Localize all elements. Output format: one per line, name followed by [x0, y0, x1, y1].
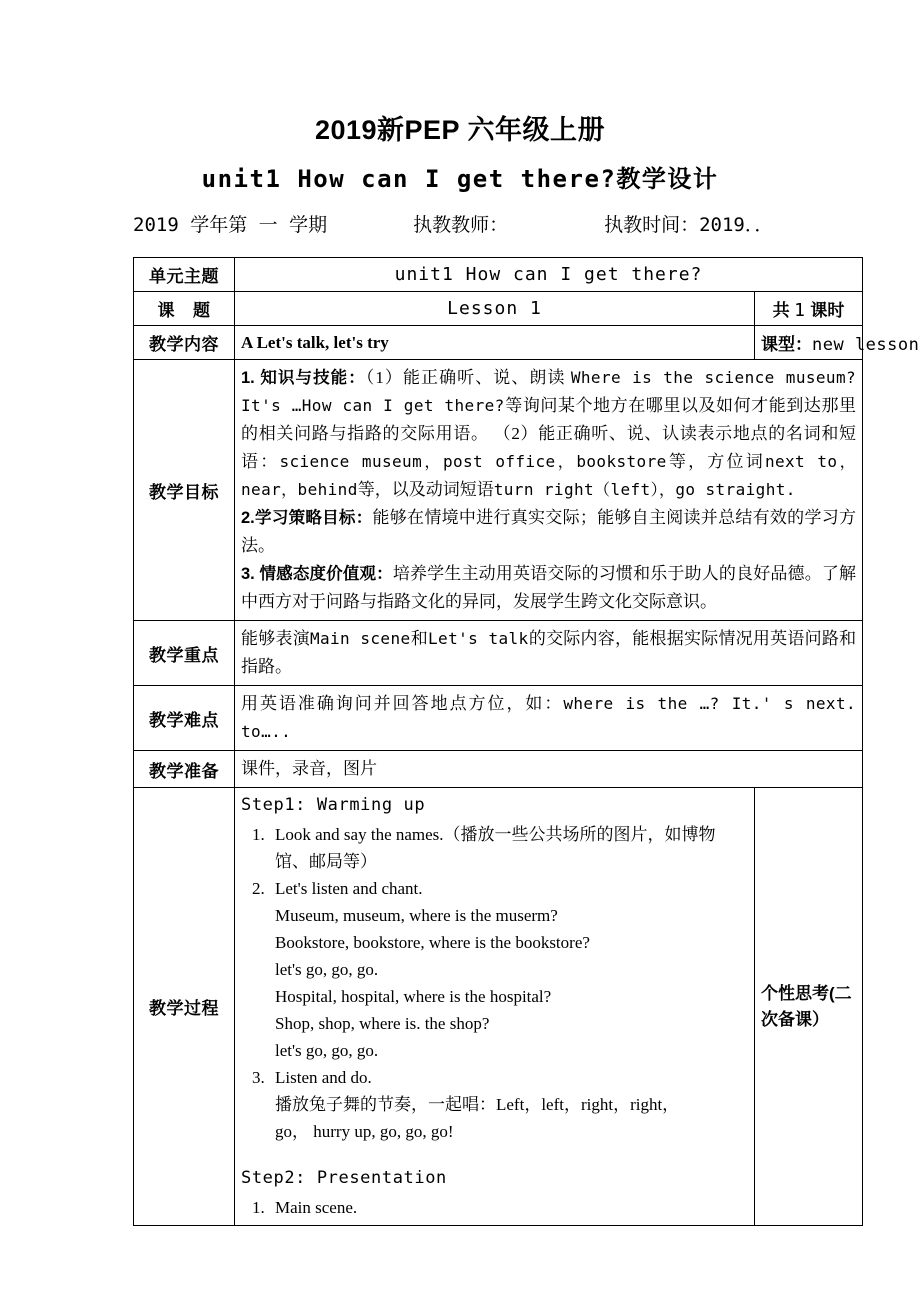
objective-item-1 — [241, 364, 856, 504]
cell-content-value: A Let's talk, let's try — [235, 326, 755, 360]
table-row-topic — [134, 292, 863, 326]
cell-unit-theme-value: unit1 How can I get there? — [235, 258, 863, 292]
term-label: 2019 学年第 一 学期 — [133, 214, 328, 236]
objective-1-en-b: science museum，post office，bookstore — [279, 452, 667, 471]
chant-line: 播放兔子舞的节奏，一起唱：Left，left，right，right， — [275, 1095, 680, 1114]
difficult-points-a: 用英语准确询问并回答地点方位，如： — [241, 694, 564, 713]
objective-3-head: 3. 情感态度价值观： — [241, 565, 393, 583]
table-row-content — [134, 326, 863, 360]
key-points-b: 和 — [410, 629, 429, 648]
step1-item-list — [241, 821, 748, 1145]
cell-preparation: 课件，录音，图片 — [235, 751, 863, 788]
row-label-unit-theme: 单元主题 — [134, 258, 235, 292]
table-row-unit-theme — [134, 258, 863, 292]
chant-line: let's go, go, go. — [275, 1041, 379, 1060]
step2-item-1-text: Main scene. — [275, 1198, 358, 1217]
list-item — [269, 1064, 748, 1145]
list-item — [269, 875, 748, 1064]
subheader-row — [133, 212, 873, 238]
row-label-key-points: 教学重点 — [134, 621, 235, 686]
date-label: 执教时间：2019．． — [604, 214, 774, 236]
row-label-preparation: 教学准备 — [134, 751, 235, 788]
difficult-points-en-a: where is the …? It.' s next. — [563, 694, 857, 713]
objective-1-body-a: （1）能正确听、说、朗读 — [365, 368, 566, 387]
row-label-process: 教学过程 — [134, 788, 235, 1226]
step2-item-list — [241, 1194, 748, 1221]
cell-key-points — [235, 621, 863, 686]
row-label-topic-a: 课 — [157, 301, 175, 320]
step1-item-1-text: Look and say the names.（播放一些公共场所的图片，如博物馆、邮局等） — [275, 825, 716, 871]
cell-process — [235, 788, 755, 1226]
key-points-paragraph — [241, 625, 856, 681]
step1-item-2-text: Let's listen and chant. — [275, 879, 423, 898]
objective-1-head: 1. 知识与技能： — [241, 369, 366, 387]
objective-1-en-c: next to，near，behind — [241, 452, 857, 499]
key-points-c: 的交际内容，能根据实际情况用英语问路和指路。 — [241, 629, 857, 676]
document-title-block — [0, 110, 920, 200]
page-title-line-2: unit1 How can I get there?教学设计 — [201, 165, 719, 193]
lesson-type-label: 课型： — [761, 335, 812, 354]
objective-1-en-d: turn right（left），go straight. — [493, 480, 796, 499]
objective-item-3 — [241, 560, 856, 616]
key-points-a: 能够表演 — [241, 629, 310, 648]
table-row-preparation — [134, 751, 863, 788]
objective-2-head: 2.学习策略目标： — [241, 509, 373, 527]
row-label-topic — [134, 292, 235, 326]
periods-prefix: 共 — [772, 301, 790, 320]
table-row-objectives — [134, 360, 863, 621]
table-row-process — [134, 788, 863, 1226]
lesson-type-value: new lesson — [812, 335, 920, 355]
list-item — [269, 1194, 748, 1221]
cell-personal-reflection: 个性思考(二次备课） — [755, 788, 863, 1226]
key-points-en-b: Let's talk — [428, 629, 529, 648]
step2-title: Step2: Presentation — [241, 1168, 447, 1188]
row-label-difficult-points: 教学难点 — [134, 686, 235, 751]
chant-line: go， hurry up, go, go, go! — [275, 1122, 454, 1141]
cell-topic-value: Lesson 1 — [235, 292, 755, 326]
periods-suffix: 课时 — [810, 301, 845, 320]
row-label-content: 教学内容 — [134, 326, 235, 360]
key-points-en-a: Main scene — [309, 629, 411, 648]
difficult-points-paragraph — [241, 690, 856, 746]
teacher-label: 执教教师： — [413, 214, 509, 236]
objective-1-en-a: Where is the science museum? It's …How can I get there? — [241, 368, 857, 415]
chant-line: Hospital, hospital, where is the hospital? — [275, 987, 552, 1006]
chant-line: Shop, shop, where is. the shop? — [275, 1014, 490, 1033]
chant-line: Museum, museum, where is the muserm? — [275, 906, 558, 925]
cell-difficult-points — [235, 686, 863, 751]
cell-periods — [755, 292, 863, 326]
row-label-objectives: 教学目标 — [134, 360, 235, 621]
objective-item-2 — [241, 504, 856, 560]
row-label-topic-b: 题 — [193, 301, 211, 320]
chant-line: let's go, go, go. — [275, 960, 379, 979]
objective-2-body: 能够在情境中进行真实交际；能够自主阅读并总结有效的学习方法。 — [241, 508, 857, 555]
page-title-line-1: 2019新PEP 六年级上册 — [314, 115, 606, 145]
objective-3-body: 培养学生主动用英语交际的习惯和乐于助人的良好品德。了解中西方对于问路与指路文化的异同，发展学生跨文化交际意识。 — [241, 564, 857, 611]
table-row-difficult-points — [134, 686, 863, 751]
objective-1-body-d: 等，以及动词短语 — [357, 480, 494, 499]
table-row-key-points — [134, 621, 863, 686]
step1-title: Step1: Warming up — [241, 795, 426, 815]
cell-lesson-type — [755, 326, 920, 360]
objective-1-body-b: 等询问某个地方在哪里以及如何才能到达那里的相关问路与指路的交际用语。 （2）能正确听、说、认读表示地点的名词和短语： — [241, 396, 857, 471]
process-spacer — [241, 1145, 748, 1165]
step1-item-3-text: Listen and do. — [275, 1068, 372, 1087]
chant-line: Bookstore, bookstore, where is the bookstore? — [275, 933, 590, 952]
list-item — [269, 821, 748, 875]
difficult-points-en-b: to….. — [241, 722, 292, 741]
lesson-plan-table — [133, 257, 920, 1226]
periods-count: 1 — [794, 300, 806, 321]
cell-objectives — [235, 360, 863, 621]
objective-1-body-c: 等，方位词 — [666, 452, 765, 471]
